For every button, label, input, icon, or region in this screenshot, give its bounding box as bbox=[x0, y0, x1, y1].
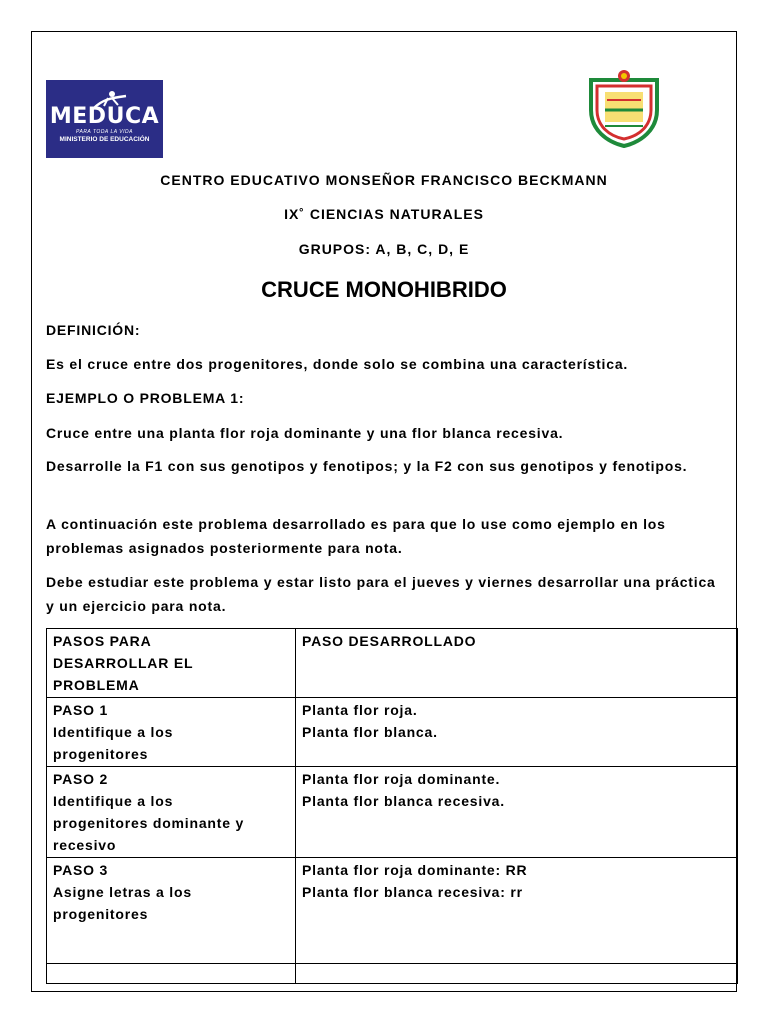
table-header-row bbox=[47, 629, 738, 698]
cell-line: Identifique a los bbox=[53, 724, 174, 740]
school-name: CENTRO EDUCATIVO MONSEÑOR FRANCISCO BECKMANN bbox=[160, 172, 608, 188]
cell-line: Planta flor roja dominante: RR bbox=[302, 862, 528, 878]
instruction-1: Desarrolle la F1 con sus genotipos y fenotipos; y la F2 con sus genotipos y fenotipos. bbox=[46, 458, 688, 474]
developed-cell bbox=[296, 767, 738, 858]
cell-line: Planta flor roja. bbox=[302, 702, 418, 718]
header-cell-steps bbox=[47, 629, 296, 698]
table-row bbox=[47, 858, 738, 964]
cell-line: PASO DESARROLLADO bbox=[302, 633, 477, 649]
instruction-2: A continuación este problema desarrollado es para que lo use como ejemplo en los problemas asignados posteriormente para nota. bbox=[46, 516, 666, 556]
cell-line: PASO 1 bbox=[53, 702, 109, 718]
table-row-empty bbox=[47, 964, 738, 984]
cell-line: progenitores bbox=[53, 906, 149, 922]
meduca-tagline: PARA TODA LA VIDA bbox=[76, 129, 133, 135]
cell-line: progenitores bbox=[53, 746, 149, 762]
meduca-logo bbox=[46, 80, 163, 158]
definition-label: DEFINICIÓN: bbox=[46, 322, 141, 338]
table-row bbox=[47, 698, 738, 767]
example-text: Cruce entre una planta flor roja dominante y una flor blanca recesiva. bbox=[46, 425, 564, 441]
cell-line: Asigne letras a los bbox=[53, 884, 192, 900]
cell-line: Planta flor blanca. bbox=[302, 724, 438, 740]
steps-table bbox=[46, 628, 738, 984]
cell-line: PASO 3 bbox=[53, 862, 109, 878]
step-cell bbox=[47, 767, 296, 858]
header-cell-developed bbox=[296, 629, 738, 698]
groups-line: GRUPOS: A, B, C, D, E bbox=[298, 241, 470, 257]
cell-line: Planta flor roja dominante. bbox=[302, 771, 501, 787]
definition-text: Es el cruce entre dos progenitores, donde solo se combina una característica. bbox=[46, 356, 629, 372]
cell-line: PASOS PARA bbox=[53, 633, 152, 649]
document-title: CRUCE MONOHIBRIDO bbox=[261, 277, 507, 302]
developed-cell bbox=[296, 858, 738, 964]
step-cell bbox=[47, 858, 296, 964]
cell-line: Planta flor blanca recesiva. bbox=[302, 793, 505, 809]
cell-line: recesivo bbox=[53, 837, 117, 853]
ministry-label: MINISTERIO DE EDUCACIÓN bbox=[59, 136, 150, 143]
course-name: IX˚ CIENCIAS NATURALES bbox=[284, 206, 484, 222]
cell-line: PASO 2 bbox=[53, 771, 109, 787]
school-crest-icon bbox=[585, 66, 663, 148]
developed-cell bbox=[296, 698, 738, 767]
cell-line: progenitores dominante y bbox=[53, 815, 245, 831]
instruction-3: Debe estudiar este problema y estar listo para el jueves y viernes desarrollar una práctica y un ejercicio para nota. bbox=[46, 574, 716, 614]
meduca-wordmark: MEDUCA bbox=[49, 104, 160, 129]
empty-cell bbox=[47, 964, 296, 984]
cell-line: PROBLEMA bbox=[53, 677, 140, 693]
step-cell bbox=[47, 698, 296, 767]
cell-line: Planta flor blanca recesiva: rr bbox=[302, 884, 523, 900]
table-row bbox=[47, 767, 738, 858]
empty-cell bbox=[296, 964, 738, 984]
example-label: EJEMPLO O PROBLEMA 1: bbox=[46, 390, 245, 406]
cell-line: Identifique a los bbox=[53, 793, 174, 809]
cell-line: DESARROLLAR EL bbox=[53, 655, 194, 671]
